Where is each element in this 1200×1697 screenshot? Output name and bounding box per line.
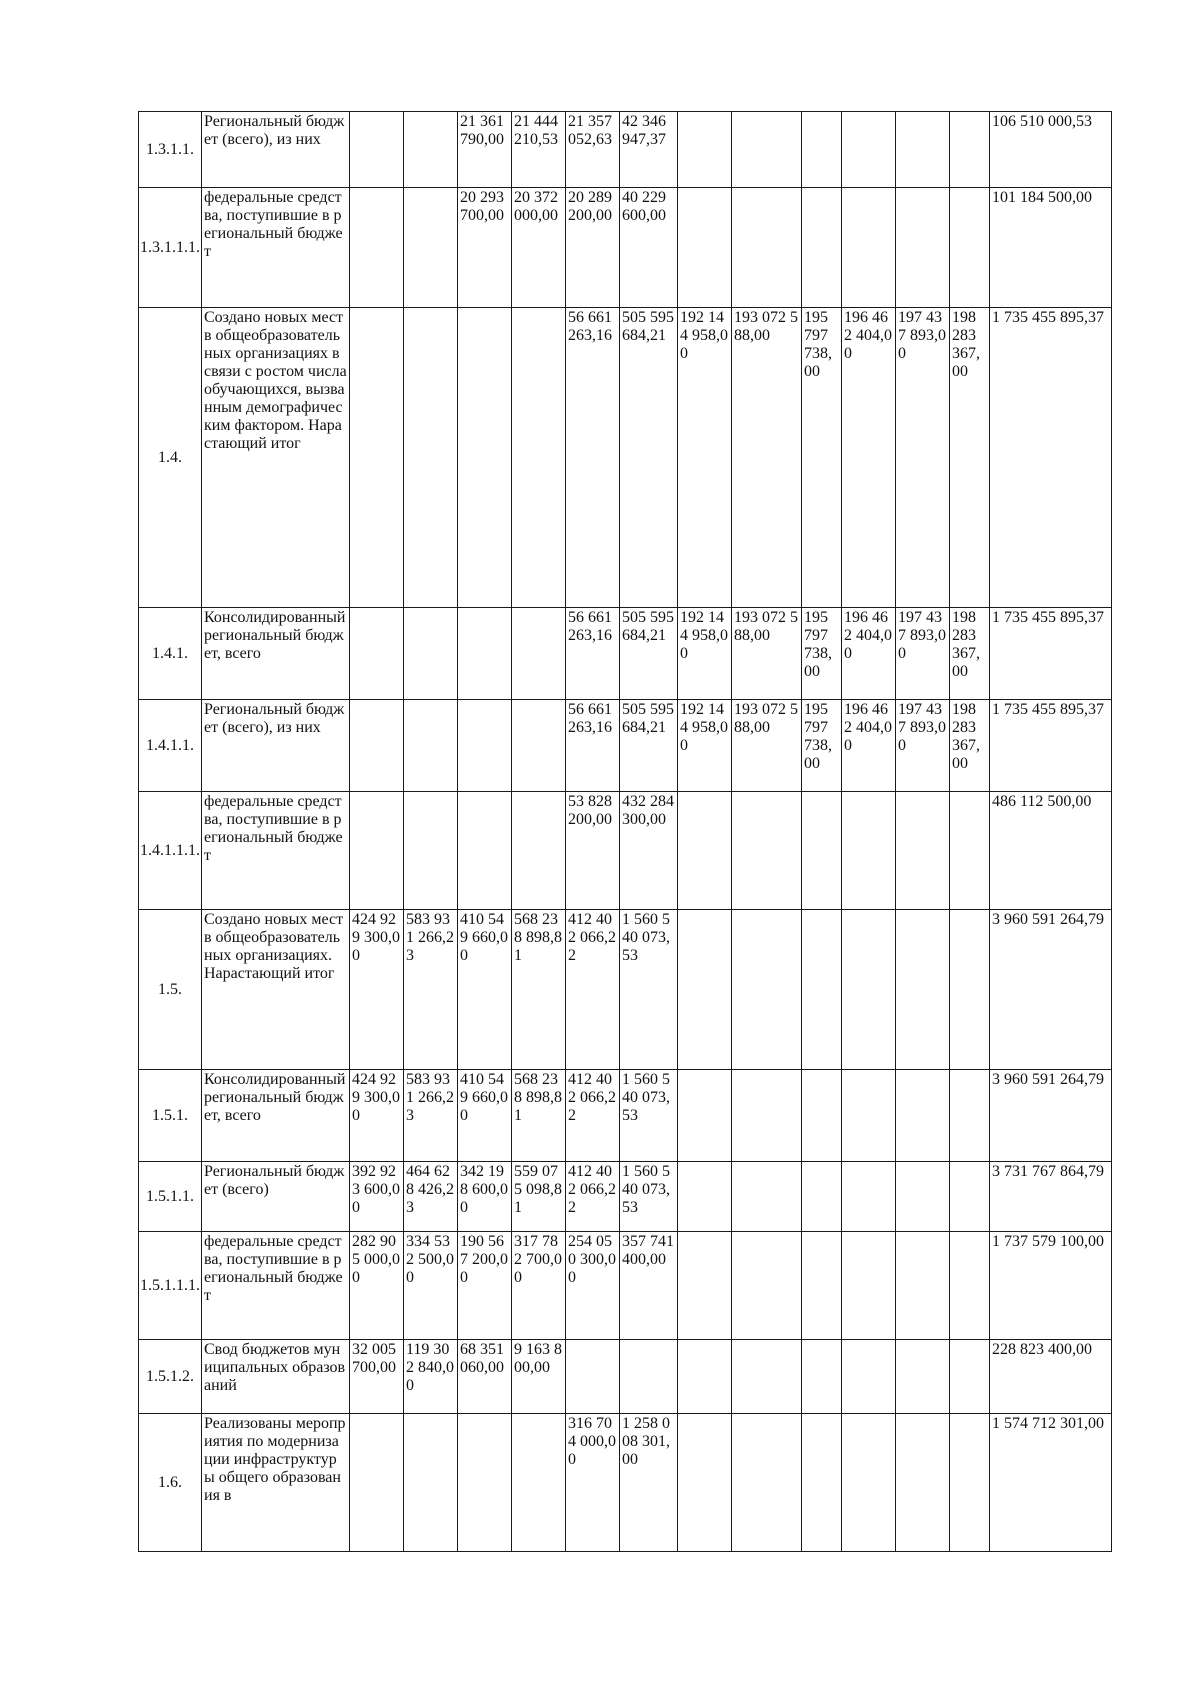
value-cell <box>732 792 802 910</box>
row-code: 1.6. <box>139 1414 202 1552</box>
value-cell: 197 437 893,00 <box>896 608 950 700</box>
value-cell <box>732 188 802 308</box>
value-cell: 1 560 540 073,53 <box>620 1070 678 1162</box>
row-total: 101 184 500,00 <box>990 188 1112 308</box>
value-cell <box>678 1162 732 1232</box>
value-cell: 42 346 947,37 <box>620 112 678 188</box>
row-name: Региональный бюджет (всего), из них <box>202 700 350 792</box>
value-cell <box>802 188 842 308</box>
value-cell <box>896 1070 950 1162</box>
value-cell: 196 462 404,00 <box>842 608 896 700</box>
value-cell <box>896 1414 950 1552</box>
row-name: Создано новых мест в общеобразовательных организациях. Нарастающий итог <box>202 910 350 1070</box>
value-cell <box>802 792 842 910</box>
value-cell <box>732 1162 802 1232</box>
value-cell <box>350 792 404 910</box>
value-cell: 412 402 066,22 <box>566 1070 620 1162</box>
value-cell: 412 402 066,22 <box>566 1162 620 1232</box>
value-cell <box>842 1162 896 1232</box>
value-cell: 197 437 893,00 <box>896 700 950 792</box>
value-cell: 20 372 000,00 <box>512 188 566 308</box>
row-code: 1.5.1.1.1. <box>139 1232 202 1340</box>
value-cell <box>732 1414 802 1552</box>
value-cell: 53 828 200,00 <box>566 792 620 910</box>
value-cell <box>678 1232 732 1340</box>
value-cell <box>512 700 566 792</box>
value-cell: 316 704 000,00 <box>566 1414 620 1552</box>
value-cell: 583 931 266,23 <box>404 1070 458 1162</box>
value-cell: 282 905 000,00 <box>350 1232 404 1340</box>
value-cell <box>950 1232 990 1340</box>
value-cell: 32 005 700,00 <box>350 1340 404 1414</box>
value-cell <box>678 1414 732 1552</box>
value-cell <box>896 1162 950 1232</box>
value-cell <box>896 910 950 1070</box>
value-cell <box>458 308 512 608</box>
row-name: федеральные средства, поступившие в региональный бюджет <box>202 188 350 308</box>
value-cell <box>950 1070 990 1162</box>
value-cell: 410 549 660,00 <box>458 1070 512 1162</box>
table-row <box>139 1414 1112 1552</box>
value-cell <box>842 1414 896 1552</box>
value-cell <box>458 700 512 792</box>
row-code: 1.4.1.1. <box>139 700 202 792</box>
value-cell: 9 163 800,00 <box>512 1340 566 1414</box>
budget-table <box>138 111 1112 1552</box>
value-cell <box>896 188 950 308</box>
value-cell <box>842 1340 896 1414</box>
value-cell: 198 283 367,00 <box>950 308 990 608</box>
value-cell <box>404 608 458 700</box>
table-row <box>139 700 1112 792</box>
value-cell: 195 797 738,00 <box>802 608 842 700</box>
table-row <box>139 910 1112 1070</box>
value-cell: 21 357 052,63 <box>566 112 620 188</box>
row-total: 3 731 767 864,79 <box>990 1162 1112 1232</box>
value-cell: 432 284 300,00 <box>620 792 678 910</box>
value-cell: 505 595 684,21 <box>620 608 678 700</box>
row-total: 228 823 400,00 <box>990 1340 1112 1414</box>
value-cell <box>732 910 802 1070</box>
value-cell: 198 283 367,00 <box>950 608 990 700</box>
row-name: Региональный бюджет (всего) <box>202 1162 350 1232</box>
value-cell: 357 741 400,00 <box>620 1232 678 1340</box>
table-row <box>139 792 1112 910</box>
value-cell <box>404 792 458 910</box>
value-cell: 583 931 266,23 <box>404 910 458 1070</box>
value-cell <box>732 1070 802 1162</box>
value-cell <box>802 1070 842 1162</box>
value-cell <box>802 1340 842 1414</box>
row-name: Реализованы мероприятия по модернизации инфраструктуры общего образования в <box>202 1414 350 1552</box>
value-cell: 193 072 588,00 <box>732 308 802 608</box>
budget-table-body <box>139 112 1112 1552</box>
value-cell: 410 549 660,00 <box>458 910 512 1070</box>
value-cell <box>802 112 842 188</box>
value-cell <box>404 112 458 188</box>
value-cell <box>896 1232 950 1340</box>
value-cell <box>896 112 950 188</box>
value-cell <box>802 1162 842 1232</box>
value-cell <box>678 188 732 308</box>
value-cell: 505 595 684,21 <box>620 700 678 792</box>
value-cell: 21 444 210,53 <box>512 112 566 188</box>
value-cell <box>458 1414 512 1552</box>
value-cell: 197 437 893,00 <box>896 308 950 608</box>
value-cell <box>678 112 732 188</box>
value-cell: 193 072 588,00 <box>732 700 802 792</box>
value-cell <box>678 792 732 910</box>
row-code: 1.4.1. <box>139 608 202 700</box>
value-cell <box>350 188 404 308</box>
value-cell: 568 238 898,81 <box>512 910 566 1070</box>
table-row <box>139 1340 1112 1414</box>
value-cell <box>458 792 512 910</box>
value-cell: 412 402 066,22 <box>566 910 620 1070</box>
row-total: 3 960 591 264,79 <box>990 910 1112 1070</box>
row-total: 3 960 591 264,79 <box>990 1070 1112 1162</box>
value-cell <box>732 1340 802 1414</box>
value-cell: 193 072 588,00 <box>732 608 802 700</box>
value-cell <box>678 1070 732 1162</box>
value-cell <box>620 1340 678 1414</box>
value-cell <box>896 1340 950 1414</box>
row-name: федеральные средства, поступившие в региональный бюджет <box>202 1232 350 1340</box>
value-cell: 1 560 540 073,53 <box>620 910 678 1070</box>
value-cell: 196 462 404,00 <box>842 308 896 608</box>
value-cell <box>842 112 896 188</box>
value-cell <box>350 112 404 188</box>
value-cell <box>950 112 990 188</box>
row-total: 486 112 500,00 <box>990 792 1112 910</box>
value-cell <box>350 1414 404 1552</box>
value-cell <box>732 1232 802 1340</box>
value-cell <box>950 188 990 308</box>
value-cell <box>950 910 990 1070</box>
table-row <box>139 112 1112 188</box>
value-cell: 21 361 790,00 <box>458 112 512 188</box>
value-cell <box>802 1232 842 1340</box>
row-name: Региональный бюджет (всего), из них <box>202 112 350 188</box>
value-cell <box>950 1340 990 1414</box>
row-code: 1.5.1.2. <box>139 1340 202 1414</box>
table-row <box>139 188 1112 308</box>
value-cell <box>566 1340 620 1414</box>
value-cell: 190 567 200,00 <box>458 1232 512 1340</box>
row-name: Консолидированный региональный бюджет, всего <box>202 608 350 700</box>
value-cell: 195 797 738,00 <box>802 308 842 608</box>
value-cell <box>512 608 566 700</box>
row-code: 1.5. <box>139 910 202 1070</box>
row-name: Свод бюджетов муниципальных образований <box>202 1340 350 1414</box>
value-cell <box>404 700 458 792</box>
row-code: 1.5.1. <box>139 1070 202 1162</box>
value-cell: 317 782 700,00 <box>512 1232 566 1340</box>
value-cell <box>802 910 842 1070</box>
value-cell: 254 050 300,00 <box>566 1232 620 1340</box>
table-row <box>139 1232 1112 1340</box>
value-cell: 119 302 840,00 <box>404 1340 458 1414</box>
row-total: 1 735 455 895,37 <box>990 608 1112 700</box>
value-cell: 1 560 540 073,53 <box>620 1162 678 1232</box>
value-cell <box>732 112 802 188</box>
value-cell <box>842 792 896 910</box>
value-cell <box>842 1232 896 1340</box>
row-total: 1 735 455 895,37 <box>990 308 1112 608</box>
value-cell <box>512 792 566 910</box>
value-cell <box>678 910 732 1070</box>
value-cell <box>950 1162 990 1232</box>
value-cell: 559 075 098,81 <box>512 1162 566 1232</box>
value-cell <box>404 1414 458 1552</box>
value-cell <box>350 308 404 608</box>
value-cell: 20 289 200,00 <box>566 188 620 308</box>
row-code: 1.5.1.1. <box>139 1162 202 1232</box>
value-cell: 56 661 263,16 <box>566 700 620 792</box>
table-row <box>139 1162 1112 1232</box>
row-total: 1 735 455 895,37 <box>990 700 1112 792</box>
value-cell: 196 462 404,00 <box>842 700 896 792</box>
value-cell: 424 929 300,00 <box>350 1070 404 1162</box>
value-cell: 342 198 600,00 <box>458 1162 512 1232</box>
value-cell <box>842 910 896 1070</box>
value-cell <box>512 308 566 608</box>
value-cell: 56 661 263,16 <box>566 308 620 608</box>
value-cell: 192 144 958,00 <box>678 308 732 608</box>
value-cell: 424 929 300,00 <box>350 910 404 1070</box>
value-cell <box>678 1340 732 1414</box>
row-total: 1 737 579 100,00 <box>990 1232 1112 1340</box>
value-cell <box>512 1414 566 1552</box>
row-total: 1 574 712 301,00 <box>990 1414 1112 1552</box>
table-row <box>139 308 1112 608</box>
value-cell <box>458 608 512 700</box>
value-cell <box>842 1070 896 1162</box>
value-cell <box>350 700 404 792</box>
row-code: 1.3.1.1.1. <box>139 188 202 308</box>
value-cell: 1 258 008 301,00 <box>620 1414 678 1552</box>
value-cell: 40 229 600,00 <box>620 188 678 308</box>
table-row <box>139 608 1112 700</box>
row-code: 1.4. <box>139 308 202 608</box>
row-name: Консолидированный региональный бюджет, всего <box>202 1070 350 1162</box>
row-total: 106 510 000,53 <box>990 112 1112 188</box>
value-cell: 464 628 426,23 <box>404 1162 458 1232</box>
row-name: Создано новых мест в общеобразовательных организациях в связи с ростом числа обучающихся, вызванным демографическим фактором. Нарастающий итог <box>202 308 350 608</box>
value-cell <box>404 188 458 308</box>
table-row <box>139 1070 1112 1162</box>
value-cell: 334 532 500,00 <box>404 1232 458 1340</box>
value-cell: 198 283 367,00 <box>950 700 990 792</box>
value-cell: 568 238 898,81 <box>512 1070 566 1162</box>
value-cell: 68 351 060,00 <box>458 1340 512 1414</box>
value-cell: 505 595 684,21 <box>620 308 678 608</box>
value-cell <box>802 1414 842 1552</box>
value-cell: 56 661 263,16 <box>566 608 620 700</box>
value-cell: 192 144 958,00 <box>678 700 732 792</box>
value-cell <box>950 792 990 910</box>
value-cell <box>950 1414 990 1552</box>
value-cell: 195 797 738,00 <box>802 700 842 792</box>
value-cell <box>404 308 458 608</box>
value-cell <box>350 608 404 700</box>
value-cell: 392 923 600,00 <box>350 1162 404 1232</box>
row-code: 1.4.1.1.1. <box>139 792 202 910</box>
value-cell: 20 293 700,00 <box>458 188 512 308</box>
value-cell <box>896 792 950 910</box>
value-cell: 192 144 958,00 <box>678 608 732 700</box>
row-code: 1.3.1.1. <box>139 112 202 188</box>
value-cell <box>842 188 896 308</box>
row-name: федеральные средства, поступившие в региональный бюджет <box>202 792 350 910</box>
